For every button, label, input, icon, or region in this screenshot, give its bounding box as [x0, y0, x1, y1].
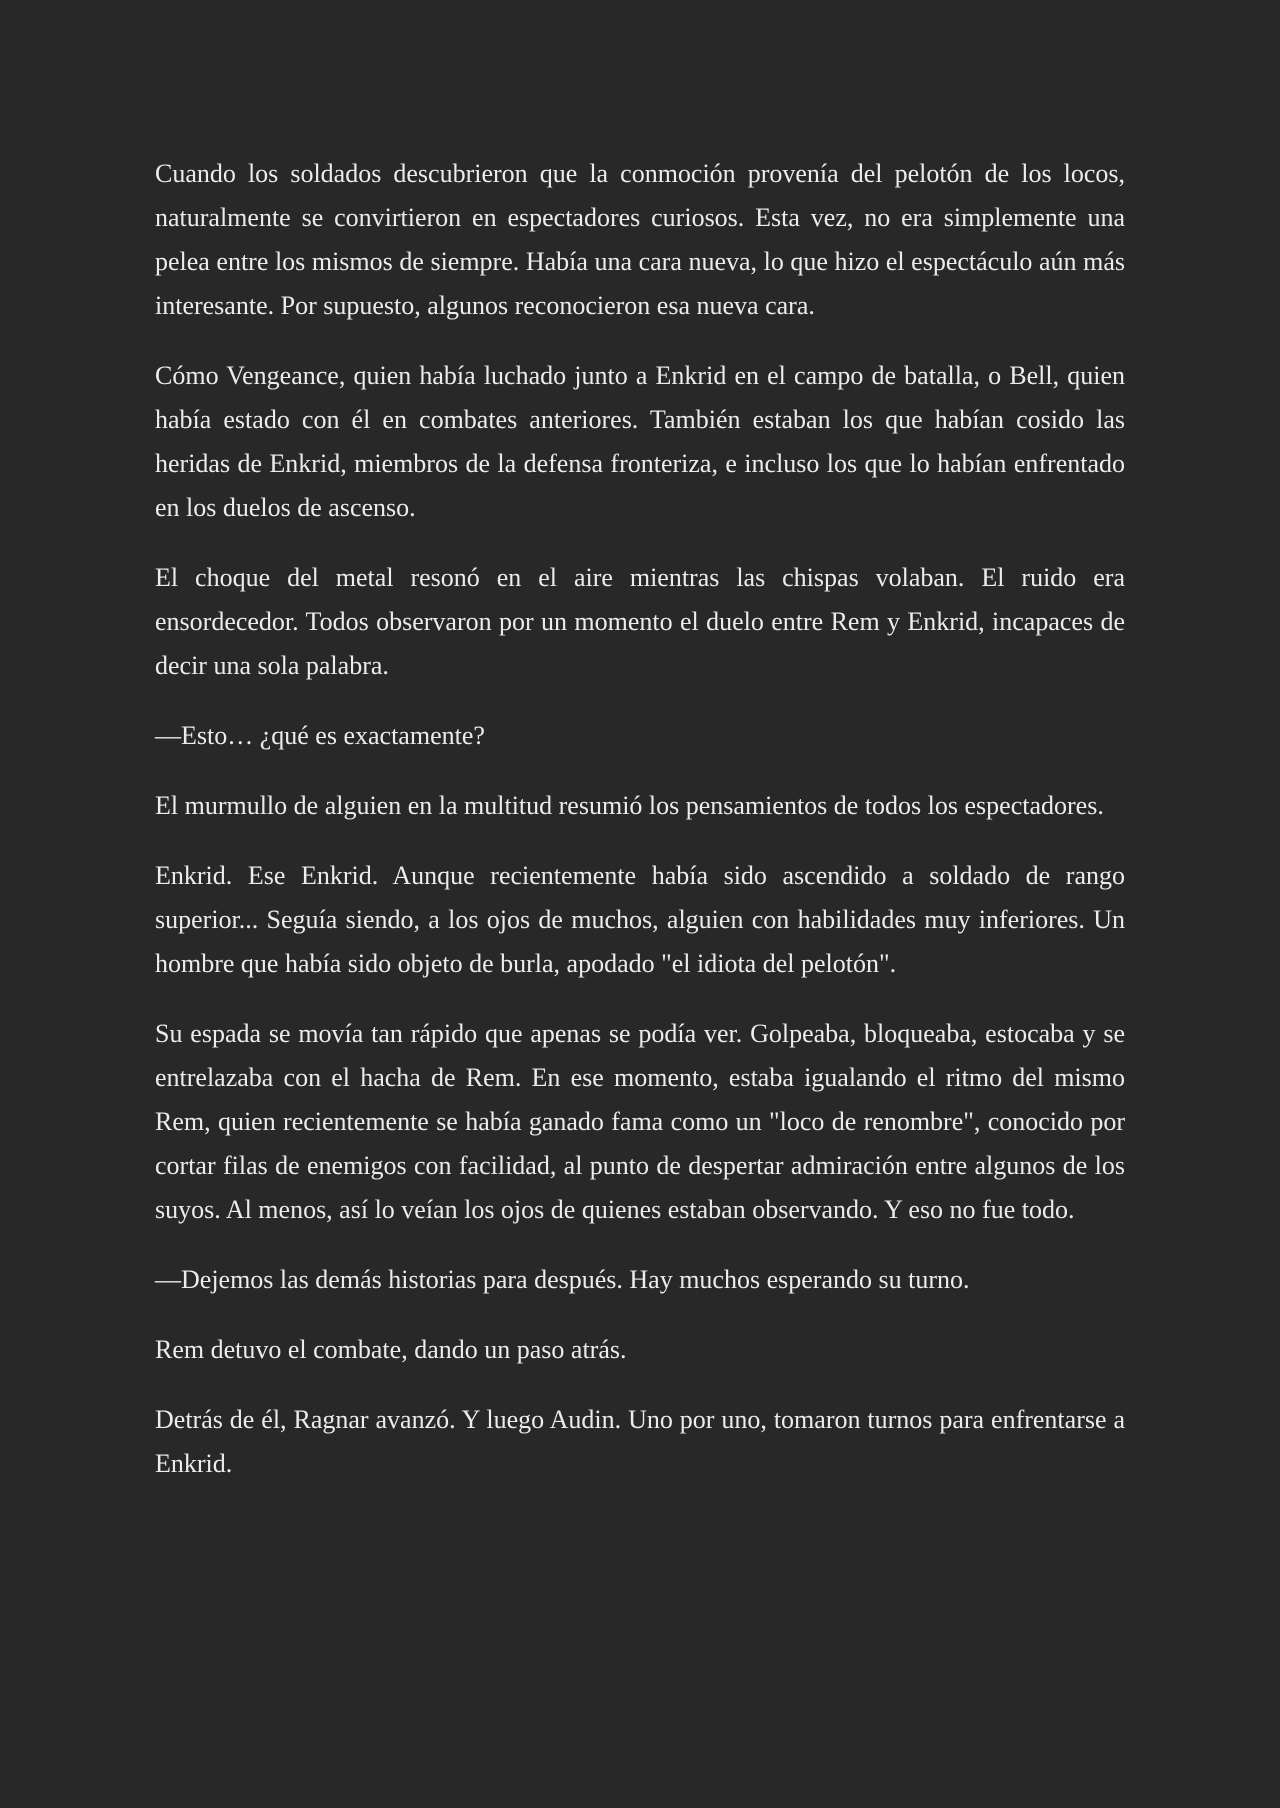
- paragraph-3: El choque del metal resonó en el aire mientras las chispas volaban. El ruido era ensordecedor. Todos observaron por un momento el duelo entre Rem y Enkrid, incapaces de decir una sola palabra.: [155, 563, 1125, 680]
- paragraph-5: El murmullo de alguien en la multitud resumió los pensamientos de todos los espectadores.: [155, 791, 1104, 820]
- chapter-text: [155, 152, 1125, 1512]
- dialogue-line-2: —Dejemos las demás historias para después. Hay muchos esperando su turno.: [155, 1265, 970, 1294]
- paragraph-7: Su espada se movía tan rápido que apenas se podía ver. Golpeaba, bloqueaba, estocaba y se entrelazaba con el hacha de Rem. En ese momento, estaba igualando el ritmo del mismo Rem, quien recientemente se había ganado fama como un "loco de renombre", conocido por cortar filas de enemigos con facilidad, al punto de despertar admiración entre algunos de los suyos. Al menos, así lo veían los ojos de quienes estaban observando. Y eso no fue todo.: [155, 1019, 1125, 1224]
- paragraph-1: Cuando los soldados descubrieron que la conmoción provenía del pelotón de los locos, naturalmente se convirtieron en espectadores curiosos. Esta vez, no era simplemente una pelea entre los mismos de siempre. Había una cara nueva, lo que hizo el espectáculo aún más interesante. Por supuesto, algunos reconocieron esa nueva cara.: [155, 159, 1125, 320]
- dialogue-line-1: —Esto… ¿qué es exactamente?: [155, 721, 485, 750]
- paragraph-9: Rem detuvo el combate, dando un paso atrás.: [155, 1335, 627, 1364]
- paragraph-2: Cómo Vengeance, quien había luchado junto a Enkrid en el campo de batalla, o Bell, quien había estado con él en combates anteriores. También estaban los que habían cosido las heridas de Enkrid, miembros de la defensa fronteriza, e incluso los que lo habían enfrentado en los duelos de ascenso.: [155, 361, 1125, 522]
- paragraph-6: Enkrid. Ese Enkrid. Aunque recientemente había sido ascendido a soldado de rango superior... Seguía siendo, a los ojos de muchos, alguien con habilidades muy inferiores. Un hombre que había sido objeto de burla, apodado "el idiota del pelotón".: [155, 861, 1125, 978]
- paragraph-10: Detrás de él, Ragnar avanzó. Y luego Audin. Uno por uno, tomaron turnos para enfrentarse a Enkrid.: [155, 1405, 1125, 1478]
